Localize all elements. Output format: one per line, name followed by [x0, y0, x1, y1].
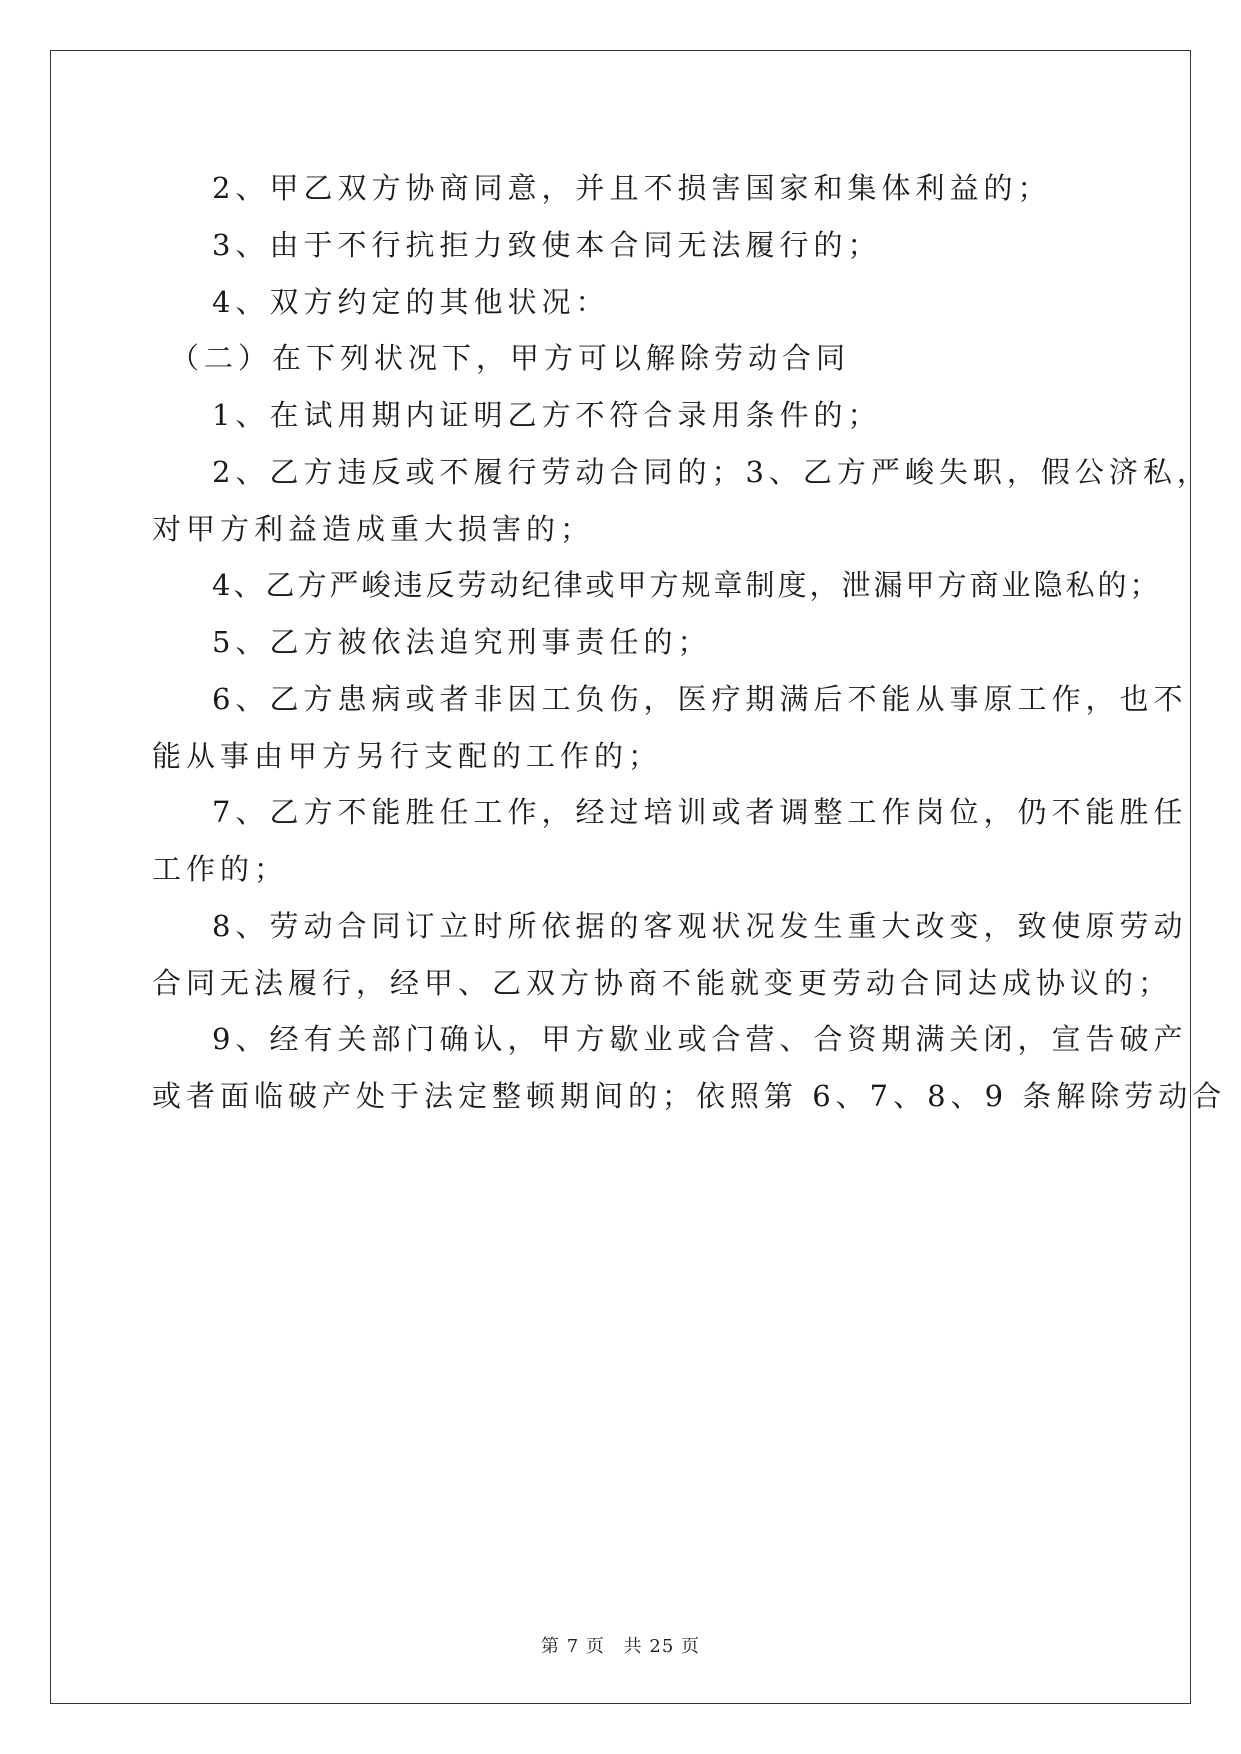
page-number-current: 第 7 页 [541, 1636, 605, 1657]
text-line: 6、乙方患病或者非因工负伤，医疗期满后不能从事原工作，也不 [212, 682, 1188, 716]
text-line: 合同无法履行，经甲、乙双方协商不能就变更劳动合同达成协议的； [152, 966, 1173, 1000]
text-line: 能从事由甲方另行支配的工作的； [152, 739, 663, 773]
text-line: 8、劳动合同订立时所依据的客观状况发生重大改变，致使原劳动 [212, 909, 1188, 943]
page-number-total: 共 25 页 [623, 1636, 700, 1657]
text-line: 9、经有关部门确认，甲方歇业或合营、合资期满关闭，宣告破产 [212, 1022, 1188, 1056]
text-line: 4、双方约定的其他状况： [212, 285, 610, 319]
text-line: 7、乙方不能胜任工作，经过培训或者调整工作岗位，仍不能胜任 [212, 795, 1188, 829]
text-line: 3、由于不行抗拒力致使本合同无法履行的； [212, 228, 882, 262]
text-line: 1、在试用期内证明乙方不符合录用条件的； [212, 398, 882, 432]
text-line: 工作的； [152, 852, 289, 886]
text-line: 对甲方利益造成重大损害的； [152, 512, 595, 546]
text-line: 2、乙方违反或不履行劳动合同的；3、乙方严峻失职，假公济私， [212, 455, 1211, 489]
text-line: 或者面临破产处于法定整顿期间的；依照第 6、7、8、9 条解除劳动合 [152, 1079, 1227, 1113]
text-line: 4、乙方严峻违反劳动纪律或甲方规章制度，泄漏甲方商业隐私的； [212, 568, 1162, 602]
page-footer [0, 1632, 1241, 1658]
text-line: 2、甲乙双方协商同意，并且不损害国家和集体利益的； [212, 171, 1052, 205]
text-line: 5、乙方被依法追究刑事责任的； [212, 625, 712, 659]
section-heading: （二）在下列状况下，甲方可以解除劳动合同 [170, 341, 851, 375]
